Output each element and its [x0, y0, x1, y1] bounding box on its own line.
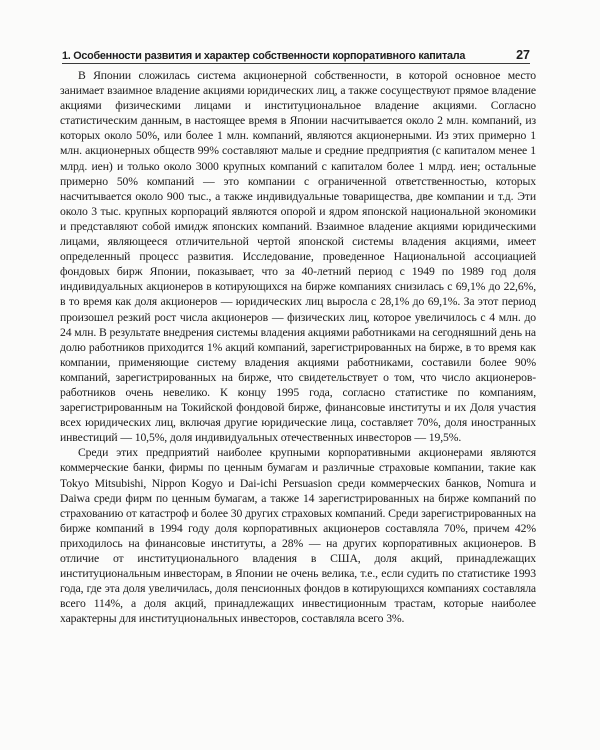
- page-number: 27: [516, 48, 530, 62]
- body-text: [60, 68, 536, 626]
- running-header: [62, 44, 530, 62]
- paragraph: В Японии сложилась система акционерной собственности, в которой основное место занимает взаимное владение акциями юридических лиц, а также сосуществуют прямое владение акциями физическими лицами и институциональное владение акциями. Согласно статистическим данным, в настоящее время в Японии насчитывается около 2 млн. компаний, из которых около 50%, или более 1 млн. компаний, являются акционерными. Из этих примерно 1 млн. акционерных обществ 99% составляют малые и средние предприятия (с капиталом менее 1 млрд. иен) и только около 3000 крупных компаний с капиталом более 1 млрд. иен; остальные примерно 50% компаний — это компании с ограниченной ответственностью, которых насчитывается около 900 тыс., а также индивидуальные товарищества, две компании и т.д. Эти около 3 тыс. крупных корпораций являются опорой и ядром японской национальной экономики и представляют собой имидж японских компаний. Взаимное владение акциями юридическими лицами, являющееся отличительной чертой японской системы владения акциями, имеет определенный процесс развития. Исследование, проведенное Национальной ассоциацией фондовых бирж Японии, показывает, что за 40-летний период с 1949 по 1989 год доля индивидуальных акционеров в котирующихся на бирже компаниях снизилась с 69,1% до 22,6%, в то время как доля акционеров — юридических лиц выросла с 28,1% до 69,1%. За этот период произошел резкий рост числа акционеров — физических лиц, которое увеличилось с 4 млн. до 24 млн. В результате внедрения системы владения акциями работниками на сегодняшний день на долю работников приходится 1% акций компаний, зарегистрированных на бирже, в то время как компании, применяющие систему владения акциями работниками, составили более 90% компаний, зарегистрированных на бирже, что свидетельствует о том, что число акционеров-работников очень невелико. К концу 1995 года, согласно статистике по компаниям, зарегистрированным на Токийской фондовой бирже, финансовые институты и их Доля участия всех юридических лиц, включая другие юридические лица, составляет 70%, доля иностранных инвестиций — 10,5%, доля индивидуальных отечественных инвесторов — 19,5%.: [60, 69, 536, 445]
- paragraph: Среди этих предприятий наиболее крупными корпоративными акционерами являются коммерческие банки, фирмы по ценным бумагам и различные страховые компании, такие как Tokyo Mitsubishi, Nippon Kogyo и Dai-ichi Persuasion среди коммерческих банков, Nomura и Daiwa среди фирм по ценным бумагам, а также 14 зарегистрированных на бирже компаний по страхованию от катастроф и более 30 других страховых компаний. Среди зарегистрированных на бирже компаний в 1994 году доля корпоративных акционеров составляла 70%, причем 42% приходилось на финансовые институты, а 28% — на других корпоративных акционеров. В отличие от институционального владения в США, доля акций, принадлежащих институциональным инвесторам, в Японии не очень велика, т.е., если судить по статистике 1993 года, где эта доля увеличилась, доля пенсионных фондов в котирующихся компаниях составляла всего 114%, а доля акций, принадлежащих инвестиционным трастам, которые наиболее характерны для институциональных инвесторов, составляла всего 3%.: [60, 446, 536, 626]
- section-title: 1. Особенности развития и характер собственности корпоративного капитала: [62, 50, 466, 62]
- header-divider: [62, 63, 530, 64]
